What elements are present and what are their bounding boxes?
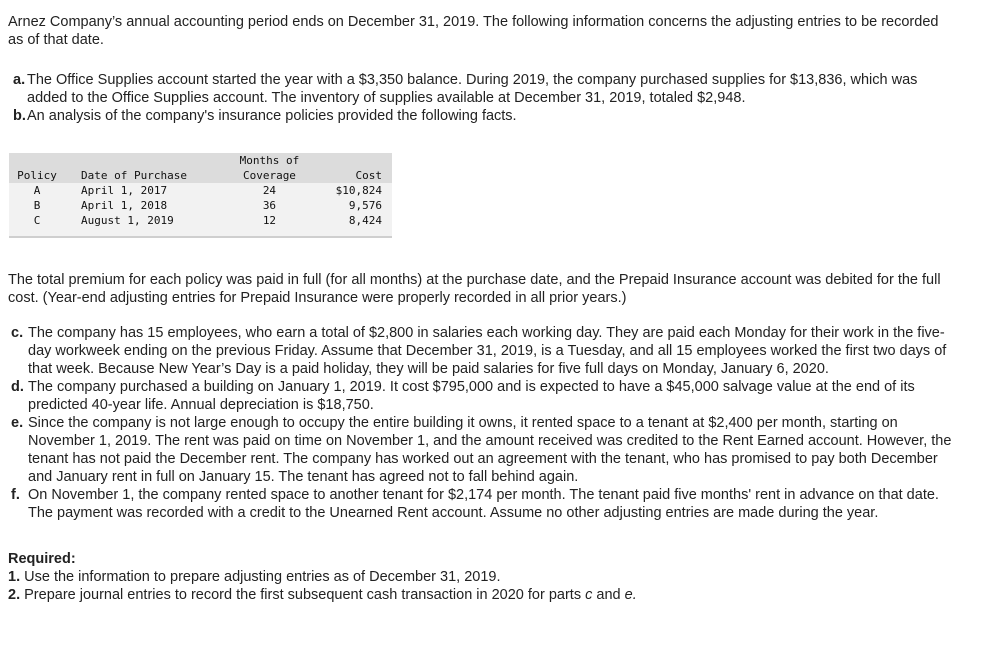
required-line-1 [8,568,953,586]
item-e [8,414,953,486]
table-row [9,183,392,198]
item-text: The Office Supplies account started the year with a $3,350 balance. During 2019, the company purchased supplies for $13,836, which was added to the Office Supplies account. The inventory of supplies available at December 31, 2019, totaled $2,948. [27,72,918,106]
item-c [8,324,953,378]
item-b [8,107,953,125]
required-text: Prepare journal entries to record the first subsequent cash transaction in 2020 for parts [24,587,582,603]
item-text: An analysis of the company's insurance policies provided the following facts. [27,108,517,124]
cell-policy: C [33,214,41,227]
header-months [225,153,314,183]
cell-cost: 8,424 [348,214,382,227]
header-date: Date of Purchase [65,153,225,183]
cell-date: August 1, 2019 [81,214,174,227]
cell-policy: A [33,184,41,197]
cell-date: April 1, 2018 [81,199,168,212]
required-line-2 [8,586,953,604]
problem-page [8,13,953,604]
required-text: Use the information to prepare adjusting entries as of December 31, 2019. [24,569,501,585]
header-cost: Cost [314,153,392,183]
part-e-ref: e. [624,587,637,603]
item-text: The company purchased a building on January 1, 2019. It cost $795,000 and is expected to have a $45,000 salvage value at the end of its predicted 40-year life. Annual depreciation is $18,750. [28,379,915,413]
part-c-ref: c [585,587,593,603]
required-number: 2. [8,587,21,603]
required-number: 1. [8,569,21,585]
cell-months: 36 [262,199,277,212]
item-d [8,378,953,414]
cell-months: 12 [262,214,277,227]
intro-paragraph: Arnez Company’s annual accounting period ends on December 31, 2019. The following information concerns the adjusting entries to be recorded as of that date. [8,14,939,48]
header-policy: Policy [9,153,65,183]
item-label: e. [11,415,24,431]
item-text: On November 1, the company rented space to another tenant for $2,174 per month. The tenant paid five months' rent in advance on that date. The payment was recorded with a credit to the Unearned Rent account. Assume no other adjusting entries are made during the year. [28,487,939,521]
header-months-line2: Coverage [242,169,296,182]
item-label: d. [11,379,24,395]
cell-cost: $10,824 [335,184,382,197]
cell-policy: B [33,199,41,212]
insurance-table-container [9,153,392,238]
cell-date: April 1, 2017 [81,184,168,197]
table-row [9,213,392,236]
cell-months: 24 [262,184,277,197]
cell-cost: 9,576 [348,199,382,212]
item-label: b. [13,108,26,124]
total-premium-paragraph: The total premium for each policy was paid in full (for all months) at the purchase date, and the Prepaid Insurance account was debited for the full cost. (Year-end adjusting entries for Prepaid Insurance were properly recorded in all prior years.) [8,272,941,306]
item-label: f. [11,487,20,503]
insurance-policy-table [9,153,392,236]
item-label: a. [13,72,26,88]
table-row [9,198,392,213]
items-list-bottom [8,324,953,522]
item-a [8,71,953,107]
header-months-line1: Months of [239,154,300,167]
item-label: c. [11,325,24,341]
table-header-row [9,153,392,183]
required-title: Required: [8,551,76,567]
item-f [8,486,953,522]
required-and: and [596,587,621,603]
item-text: Since the company is not large enough to occupy the entire building it owns, it rented space to a tenant at $2,400 per month, starting on November 1, 2019. The rent was paid on time on November 1, and the amount received was credited to the Rent Earned account. However, the tenant has not paid the December rent. The company has worked out an agreement with the tenant, who has promised to pay both December and January rent in full on January 15. The tenant has agreed not to fall behind again. [28,415,952,485]
required-section [8,550,953,604]
item-text: The company has 15 employees, who earn a total of $2,800 in salaries each working day. They are paid each Monday for their work in the five-day workweek ending on the previous Friday. Assume that December 31, 2019, is a Tuesday, and all 15 employees worked the first two days of that week. Because New Year’s Day is a paid holiday, they will be paid salaries for five full days on Monday, January 6, 2020. [28,325,947,377]
